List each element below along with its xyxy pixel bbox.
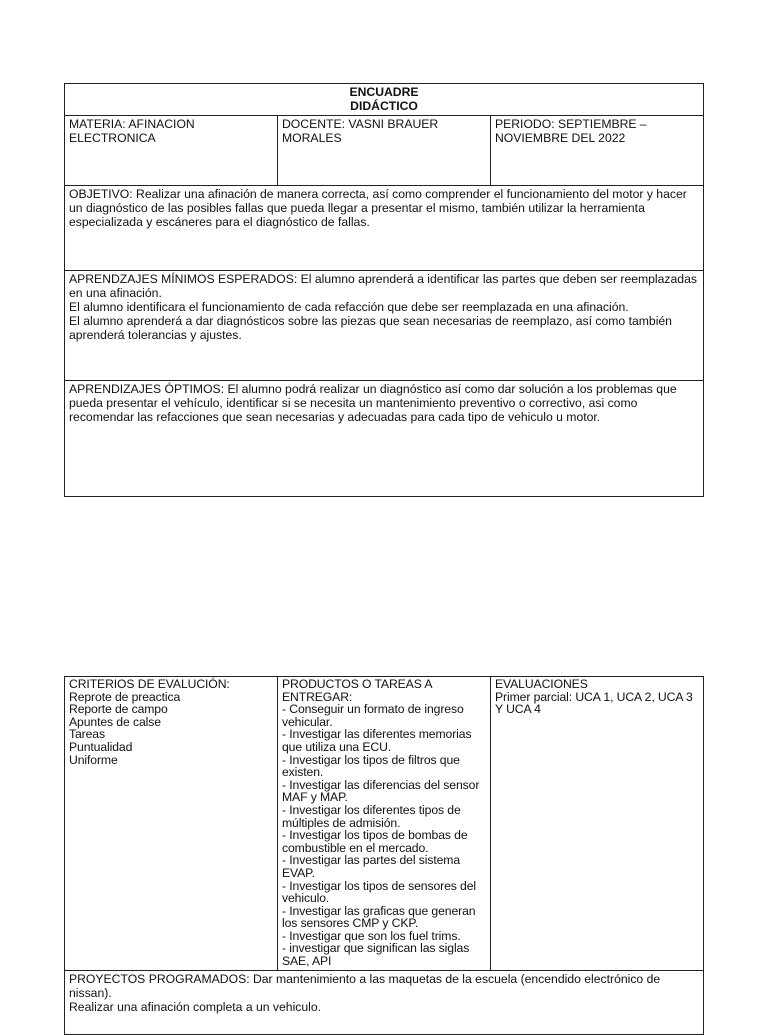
evaluaciones-text: Primer parcial: UCA 1, UCA 2, UCA 3 Y UCA 4	[495, 689, 693, 717]
criterio-item: Reporte de campo	[69, 702, 168, 717]
materia-cell: MATERIA: AFINACION ELECTRONICA	[65, 116, 278, 186]
producto-item: - Investigar los tipos de sensores del vehiculo.	[282, 878, 477, 906]
criterios-cell	[65, 677, 278, 971]
producto-item: - investigar que significan las siglas SAE, API	[282, 941, 470, 969]
minimos-line: APRENDZAJES MÍNIMOS ESPERADOS: El alumno aprenderá a identificar las partes que deben ser reemplazadas en una afinación.	[69, 272, 697, 300]
criterio-item: Uniforme	[69, 752, 118, 767]
proyectos-cell	[65, 970, 704, 1034]
optimos-cell: APRENDIZAJES ÓPTIMOS: El alumno podrá realizar un diagnóstico así como dar solución a los problemas que pueda presentar el vehículo, identificar si se necesita un mantenimiento preventivo o correctivo, asi como recomendar las refacciones que sean necesarias y adecuadas para cada tipo de vehiculo u motor.	[65, 381, 704, 497]
plan-table	[64, 676, 704, 1035]
productos-title: PRODUCTOS O TAREAS A ENTREGAR:	[282, 677, 432, 704]
producto-item: - Investigar las diferentes memorias que utiliza una ECU.	[282, 727, 472, 754]
evaluaciones-cell	[491, 677, 704, 971]
docente-cell: DOCENTE: VASNI BRAUER MORALES	[278, 116, 491, 186]
criterio-item: Tareas	[69, 727, 105, 742]
minimos-cell	[65, 271, 704, 381]
criterio-item: Apuntes de calse	[69, 714, 161, 729]
criterio-item: Puntualidad	[69, 739, 133, 754]
producto-item: - Investigar los diferentes tipos de múltiples de admisión.	[282, 802, 461, 830]
producto-item: - Investigar las diferencias del sensor MAF y MAP.	[282, 777, 480, 805]
encuadre-title	[65, 84, 704, 116]
encuadre-table	[64, 83, 704, 497]
minimos-line: El alumno identificara el funcionamiento de cada refacción que debe ser reemplazada en una afinación.	[69, 300, 629, 314]
evaluaciones-title: EVALUACIONES	[495, 677, 588, 691]
producto-item: - Conseguir un formato de ingreso vehicular.	[282, 702, 464, 729]
criterios-title: CRITERIOS DE EVALUCIÓN:	[69, 677, 230, 691]
producto-item: - Investigar los tipos de bombas de combustible en el mercado.	[282, 828, 468, 855]
title-line-1: ENCUADRE	[349, 85, 419, 99]
proyectos-line: PROYECTOS PROGRAMADOS: Dar mantenimiento a las maquetas de la escuela (encendido electrónico de nissan).	[69, 971, 661, 1000]
title-line-2: DIDÁCTICO	[350, 99, 418, 113]
criterio-item: Reprote de preactica	[69, 689, 181, 704]
producto-item: - Investigar las graficas que generan los sensores CMP y CKP.	[282, 903, 476, 931]
producto-item: - Investigar los tipos de filtros que existen.	[282, 752, 460, 780]
productos-cell	[278, 677, 491, 971]
producto-item: - Investigar que son los fuel trims.	[282, 928, 461, 943]
producto-item: - Investigar las partes del sistema EVAP.	[282, 853, 461, 880]
minimos-line: El alumno aprenderá a dar diagnósticos sobre las piezas que sean necesarias de reemplazo, así como también aprenderá tolerancias y ajustes.	[69, 314, 672, 342]
periodo-cell: PERIODO: SEPTIEMBRE – NOVIEMBRE DEL 2022	[491, 116, 704, 186]
objetivo-cell: OBJETIVO: Realizar una afinación de manera correcta, así como comprender el funcionamiento del motor y hacer un diagnóstico de las posibles fallas que pueda llegar a presentar el mismo, también utilizar la herramienta especializada y escáneres para el diagnóstico de fallas.	[65, 186, 704, 271]
proyectos-line: Realizar una afinación completa a un vehiculo.	[69, 999, 322, 1014]
